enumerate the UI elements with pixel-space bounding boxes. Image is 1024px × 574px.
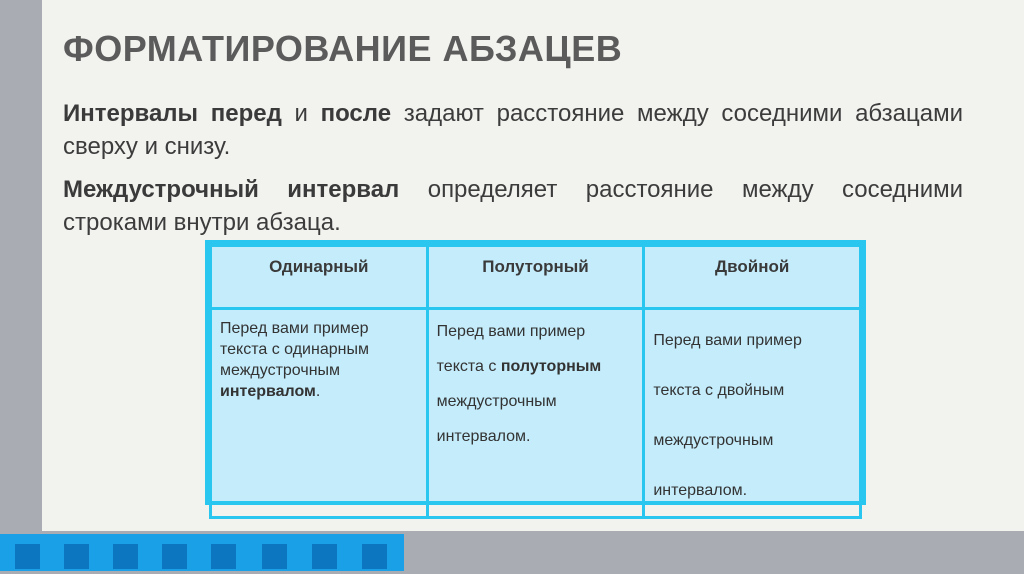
decor-square bbox=[162, 544, 187, 569]
decor-square bbox=[64, 544, 89, 569]
table-header-row bbox=[211, 246, 861, 309]
decor-square bbox=[362, 544, 387, 569]
cell-double-example: Перед вами пример текста с двойным междустрочным интервалом. bbox=[644, 309, 861, 518]
decor-square bbox=[15, 544, 40, 569]
left-decor-bar bbox=[0, 0, 42, 531]
decor-square bbox=[113, 544, 138, 569]
header-one-and-half: Полуторный bbox=[427, 246, 644, 309]
line-spacing-description: Междустрочный интервал определяет расстояние между соседними строками внутри абзаца. bbox=[63, 176, 964, 236]
decor-square bbox=[262, 544, 287, 569]
term-spacing-before: Интервалы перед bbox=[63, 100, 282, 127]
spacing-examples-table bbox=[205, 240, 866, 505]
header-single: Одинарный bbox=[211, 246, 428, 309]
term-line-spacing: Междустрочный интервал bbox=[63, 176, 400, 203]
decor-square bbox=[211, 544, 236, 569]
header-double: Двойной bbox=[644, 246, 861, 309]
slide-title: ФОРМАТИРОВАНИЕ АБЗАЦЕВ bbox=[63, 28, 623, 69]
bottom-accent-strip bbox=[0, 534, 404, 571]
cell-one-and-half-example: Перед вами пример текста с полуторным междустрочным интервалом. bbox=[427, 309, 644, 518]
table-row bbox=[211, 309, 861, 518]
paragraph-spacing-description: Интервалы перед и после задают расстояние между соседними абзацами сверху и снизу. bbox=[63, 100, 963, 160]
cell-single-example: Перед вами пример текста с одинарным междустрочным интервалом. bbox=[211, 309, 428, 518]
term-after: после bbox=[320, 100, 392, 127]
decor-square bbox=[312, 544, 337, 569]
